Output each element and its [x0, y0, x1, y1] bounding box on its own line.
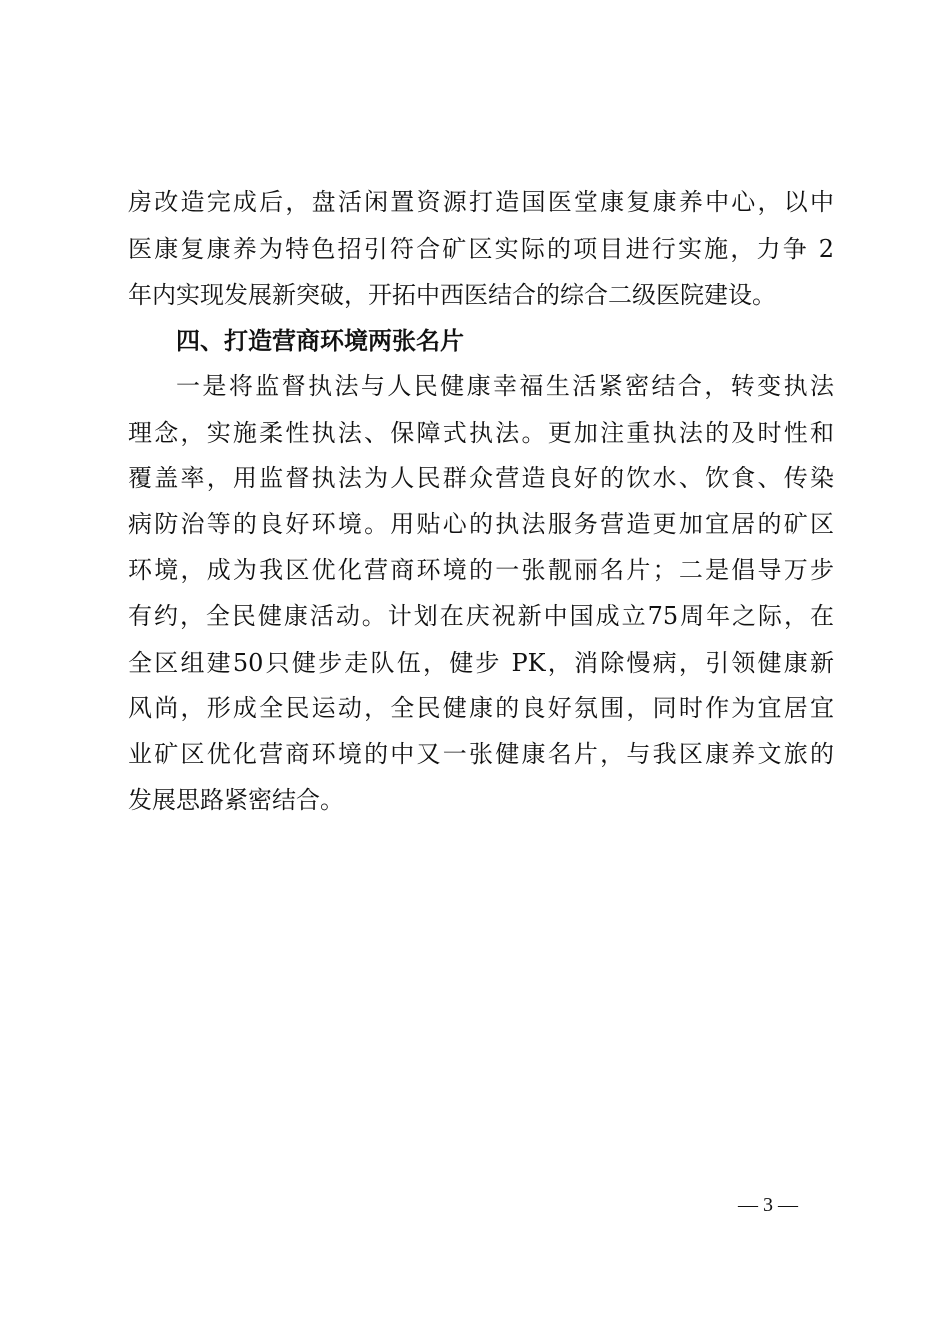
paragraph-line: 发展思路紧密结合。	[128, 786, 344, 814]
paragraph-line: 医康复康养为特色招引符合矿区实际的项目进行实施，力争 2	[128, 235, 834, 263]
paragraph-line: 有约，全民健康活动。计划在庆祝新中国成立75周年之际，在	[128, 602, 834, 630]
section-heading: 四、打造营商环境两张名片	[176, 327, 464, 355]
paragraph-line: 风尚，形成全民运动，全民健康的良好氛围，同时作为宜居宜	[128, 694, 834, 722]
paragraph-line: 一是将监督执法与人民健康幸福生活紧密结合，转变执法	[176, 372, 834, 400]
paragraph-line: 全区组建50只健步走队伍，健步 PK，消除慢病，引领健康新	[128, 649, 834, 677]
paragraph-line: 环境，成为我区优化营商环境的一张靓丽名片；二是倡导万步	[128, 556, 834, 584]
paragraph-line: 房改造完成后，盘活闲置资源打造国医堂康复康养中心，以中	[128, 188, 834, 216]
paragraph-line: 病防治等的良好环境。用贴心的执法服务营造更加宜居的矿区	[128, 510, 834, 538]
paragraph-line: 覆盖率，用监督执法为人民群众营造良好的饮水、饮食、传染	[128, 464, 834, 492]
paragraph-line: 年内实现发展新突破，开拓中西医结合的综合二级医院建设。	[128, 281, 776, 309]
page-number: — 3 —	[738, 1194, 798, 1216]
paragraph-line: 理念，实施柔性执法、保障式执法。更加注重执法的及时性和	[128, 419, 834, 447]
paragraph-line: 业矿区优化营商环境的中又一张健康名片，与我区康养文旅的	[128, 740, 834, 768]
